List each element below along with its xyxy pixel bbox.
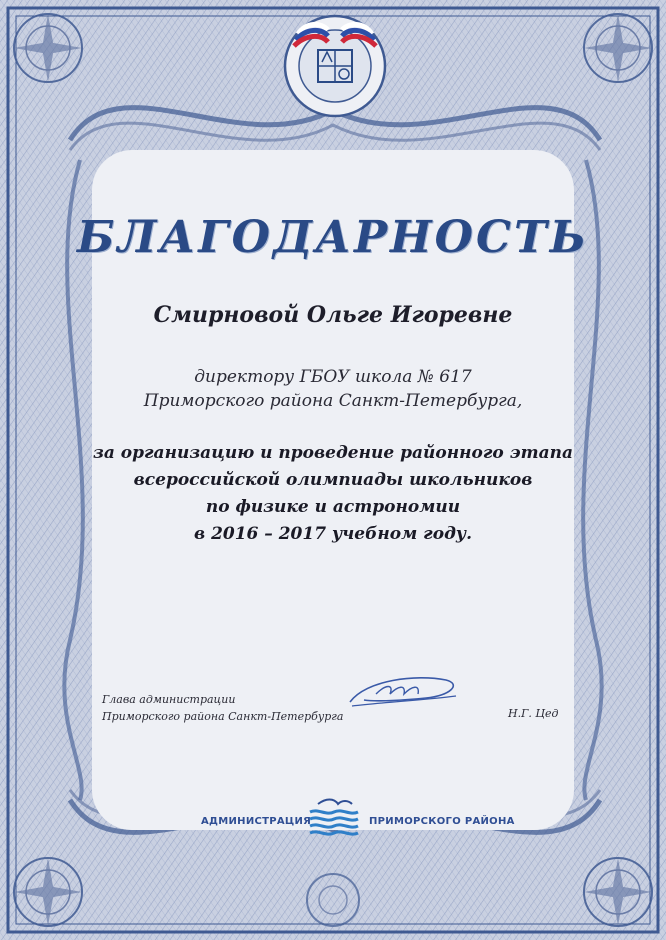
reason-line: всероссийской олимпиады школьников — [133, 470, 533, 490]
signatory-name: Н.Г. Цед — [508, 707, 559, 720]
footer-administration-text: АДМИНИСТРАЦИЯ — [201, 816, 312, 827]
corner-rosette-top-right — [584, 14, 652, 82]
signatory-title — [102, 691, 343, 725]
award-reason — [0, 440, 666, 548]
corner-rosette-bottom-left — [14, 858, 82, 926]
signatory-title-line: Глава администрации — [102, 693, 236, 706]
recipient-name: Смирновой Ольге Игоревне — [153, 302, 513, 328]
signatory-title-line: Приморского района Санкт-Петербурга — [102, 710, 344, 723]
reason-line: за организацию и проведение районного этапа — [92, 443, 574, 463]
district-wave-logo-icon — [304, 796, 364, 842]
footer-district-text: ПРИМОРСКОГО РАЙОНА — [369, 816, 515, 827]
position-line: директору ГБОУ школа № 617 — [194, 367, 472, 387]
recipient-position — [0, 365, 666, 413]
reason-line: в 2016 – 2017 учебном году. — [193, 524, 472, 544]
position-line: Приморского района Санкт-Петербурга, — [143, 391, 523, 411]
handwritten-signature — [346, 672, 462, 712]
certificate-title: БЛАГОДАРНОСТЬ — [76, 212, 590, 263]
corner-rosette-top-left — [14, 14, 82, 82]
corner-rosette-bottom-right — [584, 858, 652, 926]
olympiad-emblem-icon — [276, 4, 394, 122]
reason-line: по физике и астрономии — [205, 497, 461, 517]
